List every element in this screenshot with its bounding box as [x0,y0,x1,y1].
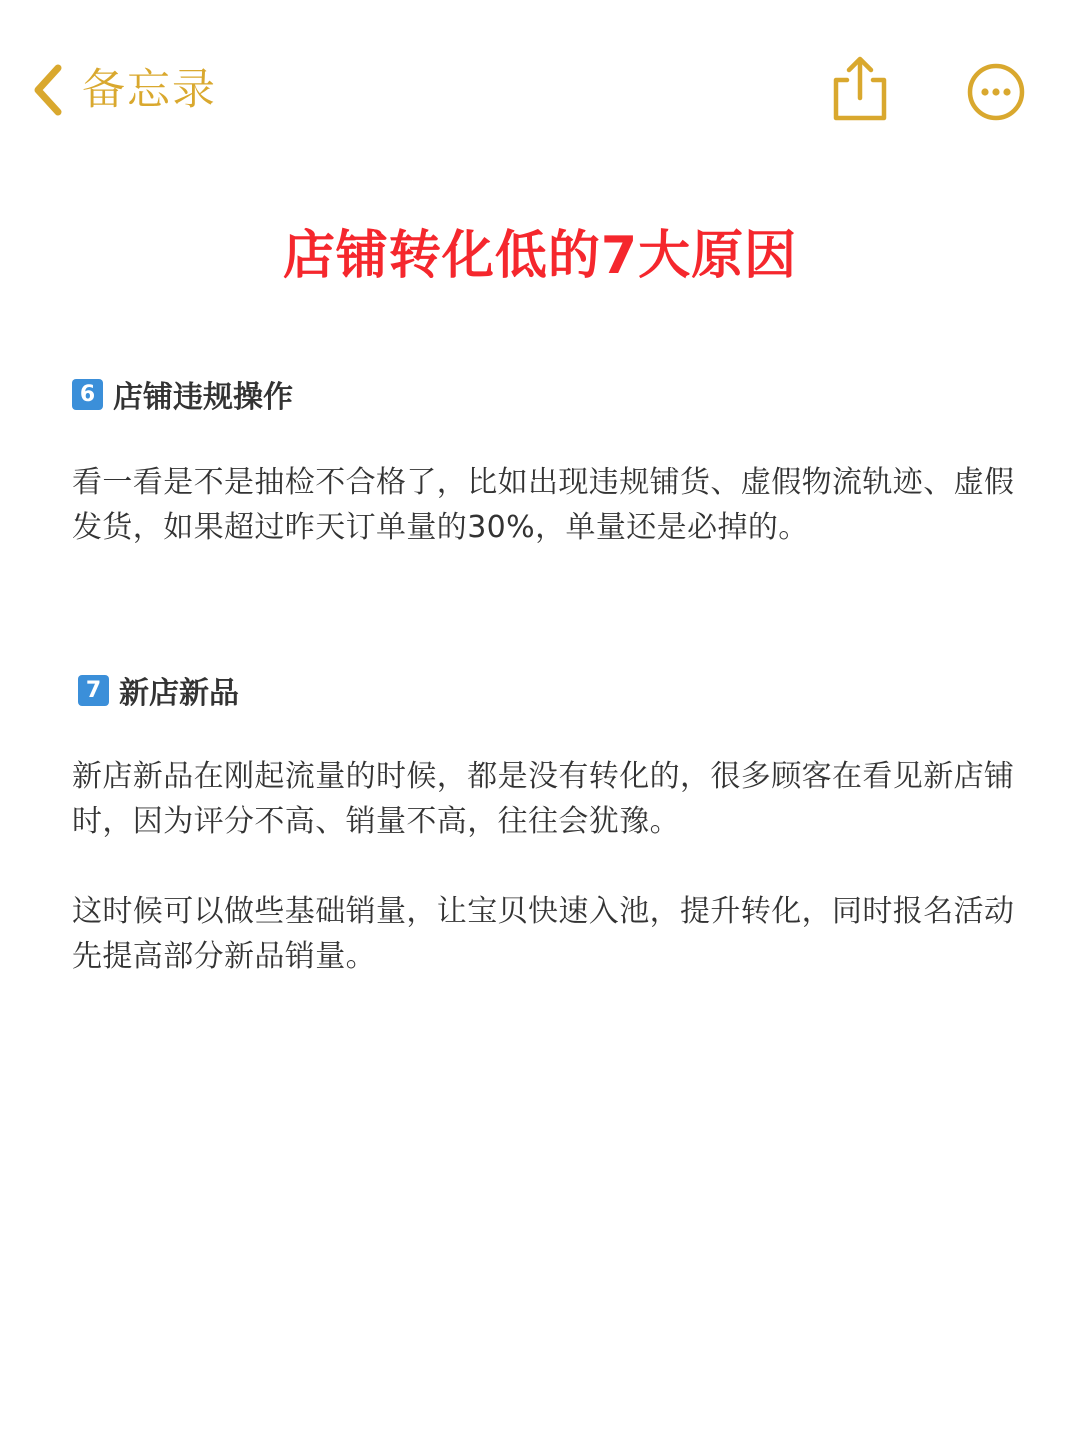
chevron-left-icon [28,62,68,118]
back-button[interactable] [28,58,217,122]
section-paragraph: 新店新品在刚起流量的时候，都是没有转化的，很多顾客在看见新店铺时，因为评分不高、销量不高，往往会犹豫。 [72,759,1015,839]
section-heading-6 [72,372,293,416]
back-button-label: 备忘录 [82,65,217,115]
section-heading-label: 新店新品 [119,676,239,711]
section-heading-label: 店铺违规操作 [113,380,293,415]
navigation-bar [0,0,1080,180]
number-badge: 6 [72,379,103,410]
note-title: 店铺转化低的7大原因 [282,226,798,286]
section-heading-7 [78,668,239,712]
share-icon[interactable] [830,54,890,124]
section-paragraph: 这时候可以做些基础销量，让宝贝快速入池，提升转化，同时报名活动先提高部分新品销量。 [72,894,1015,974]
number-badge: 7 [78,675,109,706]
more-ellipsis-icon[interactable] [966,62,1026,122]
section-paragraph: 看一看是不是抽检不合格了，比如出现违规铺货、虚假物流轨迹、虚假发货，如果超过昨天订单量的30%，单量还是必掉的。 [72,465,1015,545]
